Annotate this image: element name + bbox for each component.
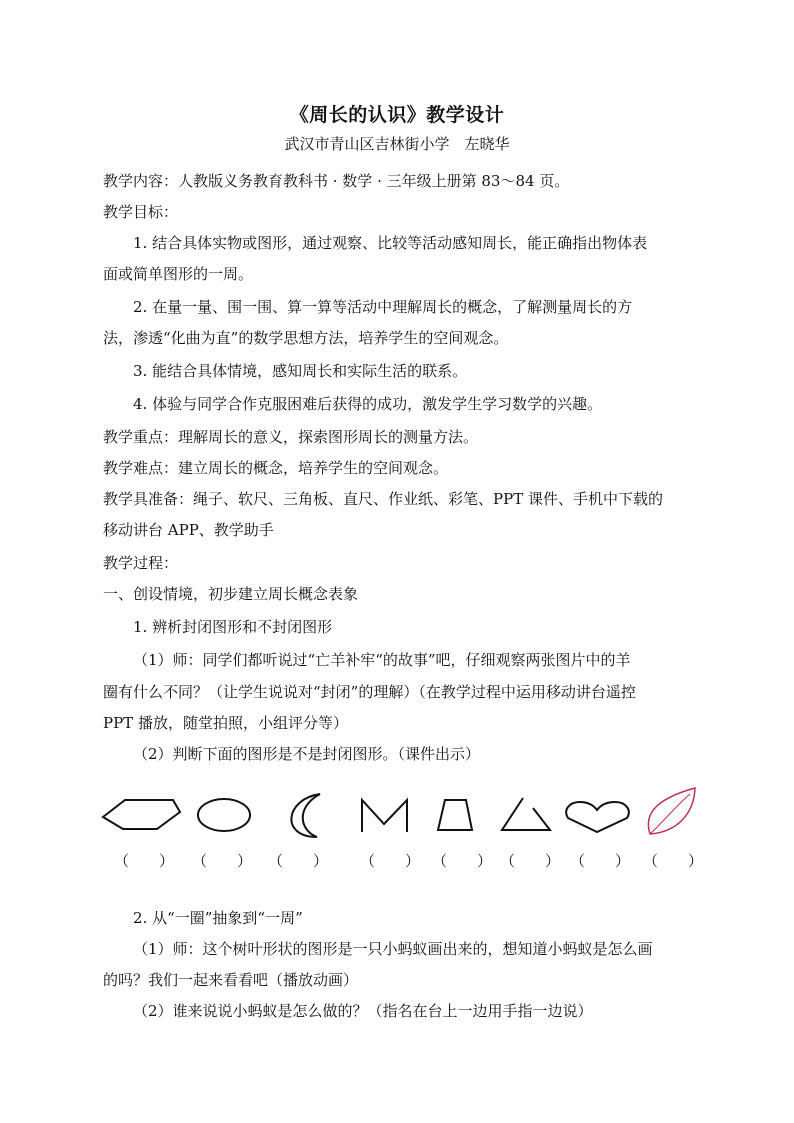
page-title: 《周长的认识》教学设计 [289,104,505,126]
trapezoid-icon [438,800,472,830]
step-1-1: （1）师：同学们都听说过“亡羊补牢“的故事”吧，仔细观察两张图片中的羊 [133,651,631,669]
difficulty: 教学难点：建立周长的概念，培养学生的空间观念。 [103,459,449,477]
answer-blank-1: （ ） [114,852,175,870]
materials-cont: 移动讲台 APP、教学助手 [103,521,274,539]
answer-blank-7: （ ） [570,852,631,870]
materials: 教学具准备：绳子、软尺、三角板、直尺、作业纸、彩笔、PPT 课件、手机中下载的 [103,490,663,508]
key-point: 教学重点：理解周长的意义，探索图形周长的测量方法。 [103,428,479,446]
pentagon-icon [103,800,180,829]
answer-blank-6: （ ） [500,852,561,870]
step-1-1-cont-a: 圈有什么不同？（让学生说说对“封闭”的理解）（在教学过程中运用移动讲台遥控 [103,683,636,701]
process-heading: 教学过程： [103,554,179,572]
answer-blank-2: （ ） [192,852,253,870]
answer-blank-5: （ ） [432,852,493,870]
m-shape-icon [362,800,407,832]
leaf-icon [648,788,695,834]
circle-icon [198,799,250,831]
answer-blank-8: （ ） [643,852,704,870]
answer-blank-3: （ ） [268,852,329,870]
teaching-goals-heading: 教学目标： [103,203,179,221]
goal-2: 2. 在量一量、围一围、算一算等活动中理解周长的概念，了解测量周长的方 [133,298,633,316]
step-1-1-cont-b: PPT 播放，随堂拍照，小组评分等） [103,714,348,732]
shape-figures [95,782,705,842]
step-2-1-cont: 的吗？我们一起来看看吧（播放动画） [103,971,359,989]
teaching-content: 教学内容：人教版义务教育教科书 · 数学 · 三年级上册第 83～84 页。 [103,172,570,190]
author-line: 武汉市青山区吉林街小学 左晓华 [284,135,510,153]
heart-icon [566,802,629,832]
step-2-heading: 2. 从“一圈”抽象到“一周” [133,909,303,927]
goal-1-cont: 面或简单图形的一周。 [103,265,254,283]
goal-1: 1. 结合具体实物或图形，通过观察、比较等活动感知周长，能正确指出物体表 [133,234,648,252]
step-1-heading: 1. 辨析封闭图形和不封闭图形 [133,618,333,636]
answer-blank-4: （ ） [360,852,421,870]
goal-4: 4. 体验与同学合作克服困难后获得的成功，激发学生学习数学的兴趣。 [133,395,603,413]
step-2-1: （1）师：这个树叶形状的图形是一只小蚂蚁画出来的，想知道小蚂蚁是怎么画 [133,940,653,958]
goal-3: 3. 能结合具体情境，感知周长和实际生活的联系。 [133,362,468,380]
crescent-icon [291,794,320,837]
section-1-heading: 一、创设情境，初步建立周长概念表象 [103,585,359,603]
step-1-2: （2）判断下面的图形是不是封闭图形。（课件出示） [133,745,481,763]
open-triangle-icon [502,798,550,830]
step-2-2: （2）谁来说说小蚂蚁是怎么做的？（指名在台上一边用手指一边说） [133,1002,593,1020]
goal-2-cont: 法，渗透“化曲为直”的数学思想方法，培养学生的空间观念。 [103,329,509,347]
